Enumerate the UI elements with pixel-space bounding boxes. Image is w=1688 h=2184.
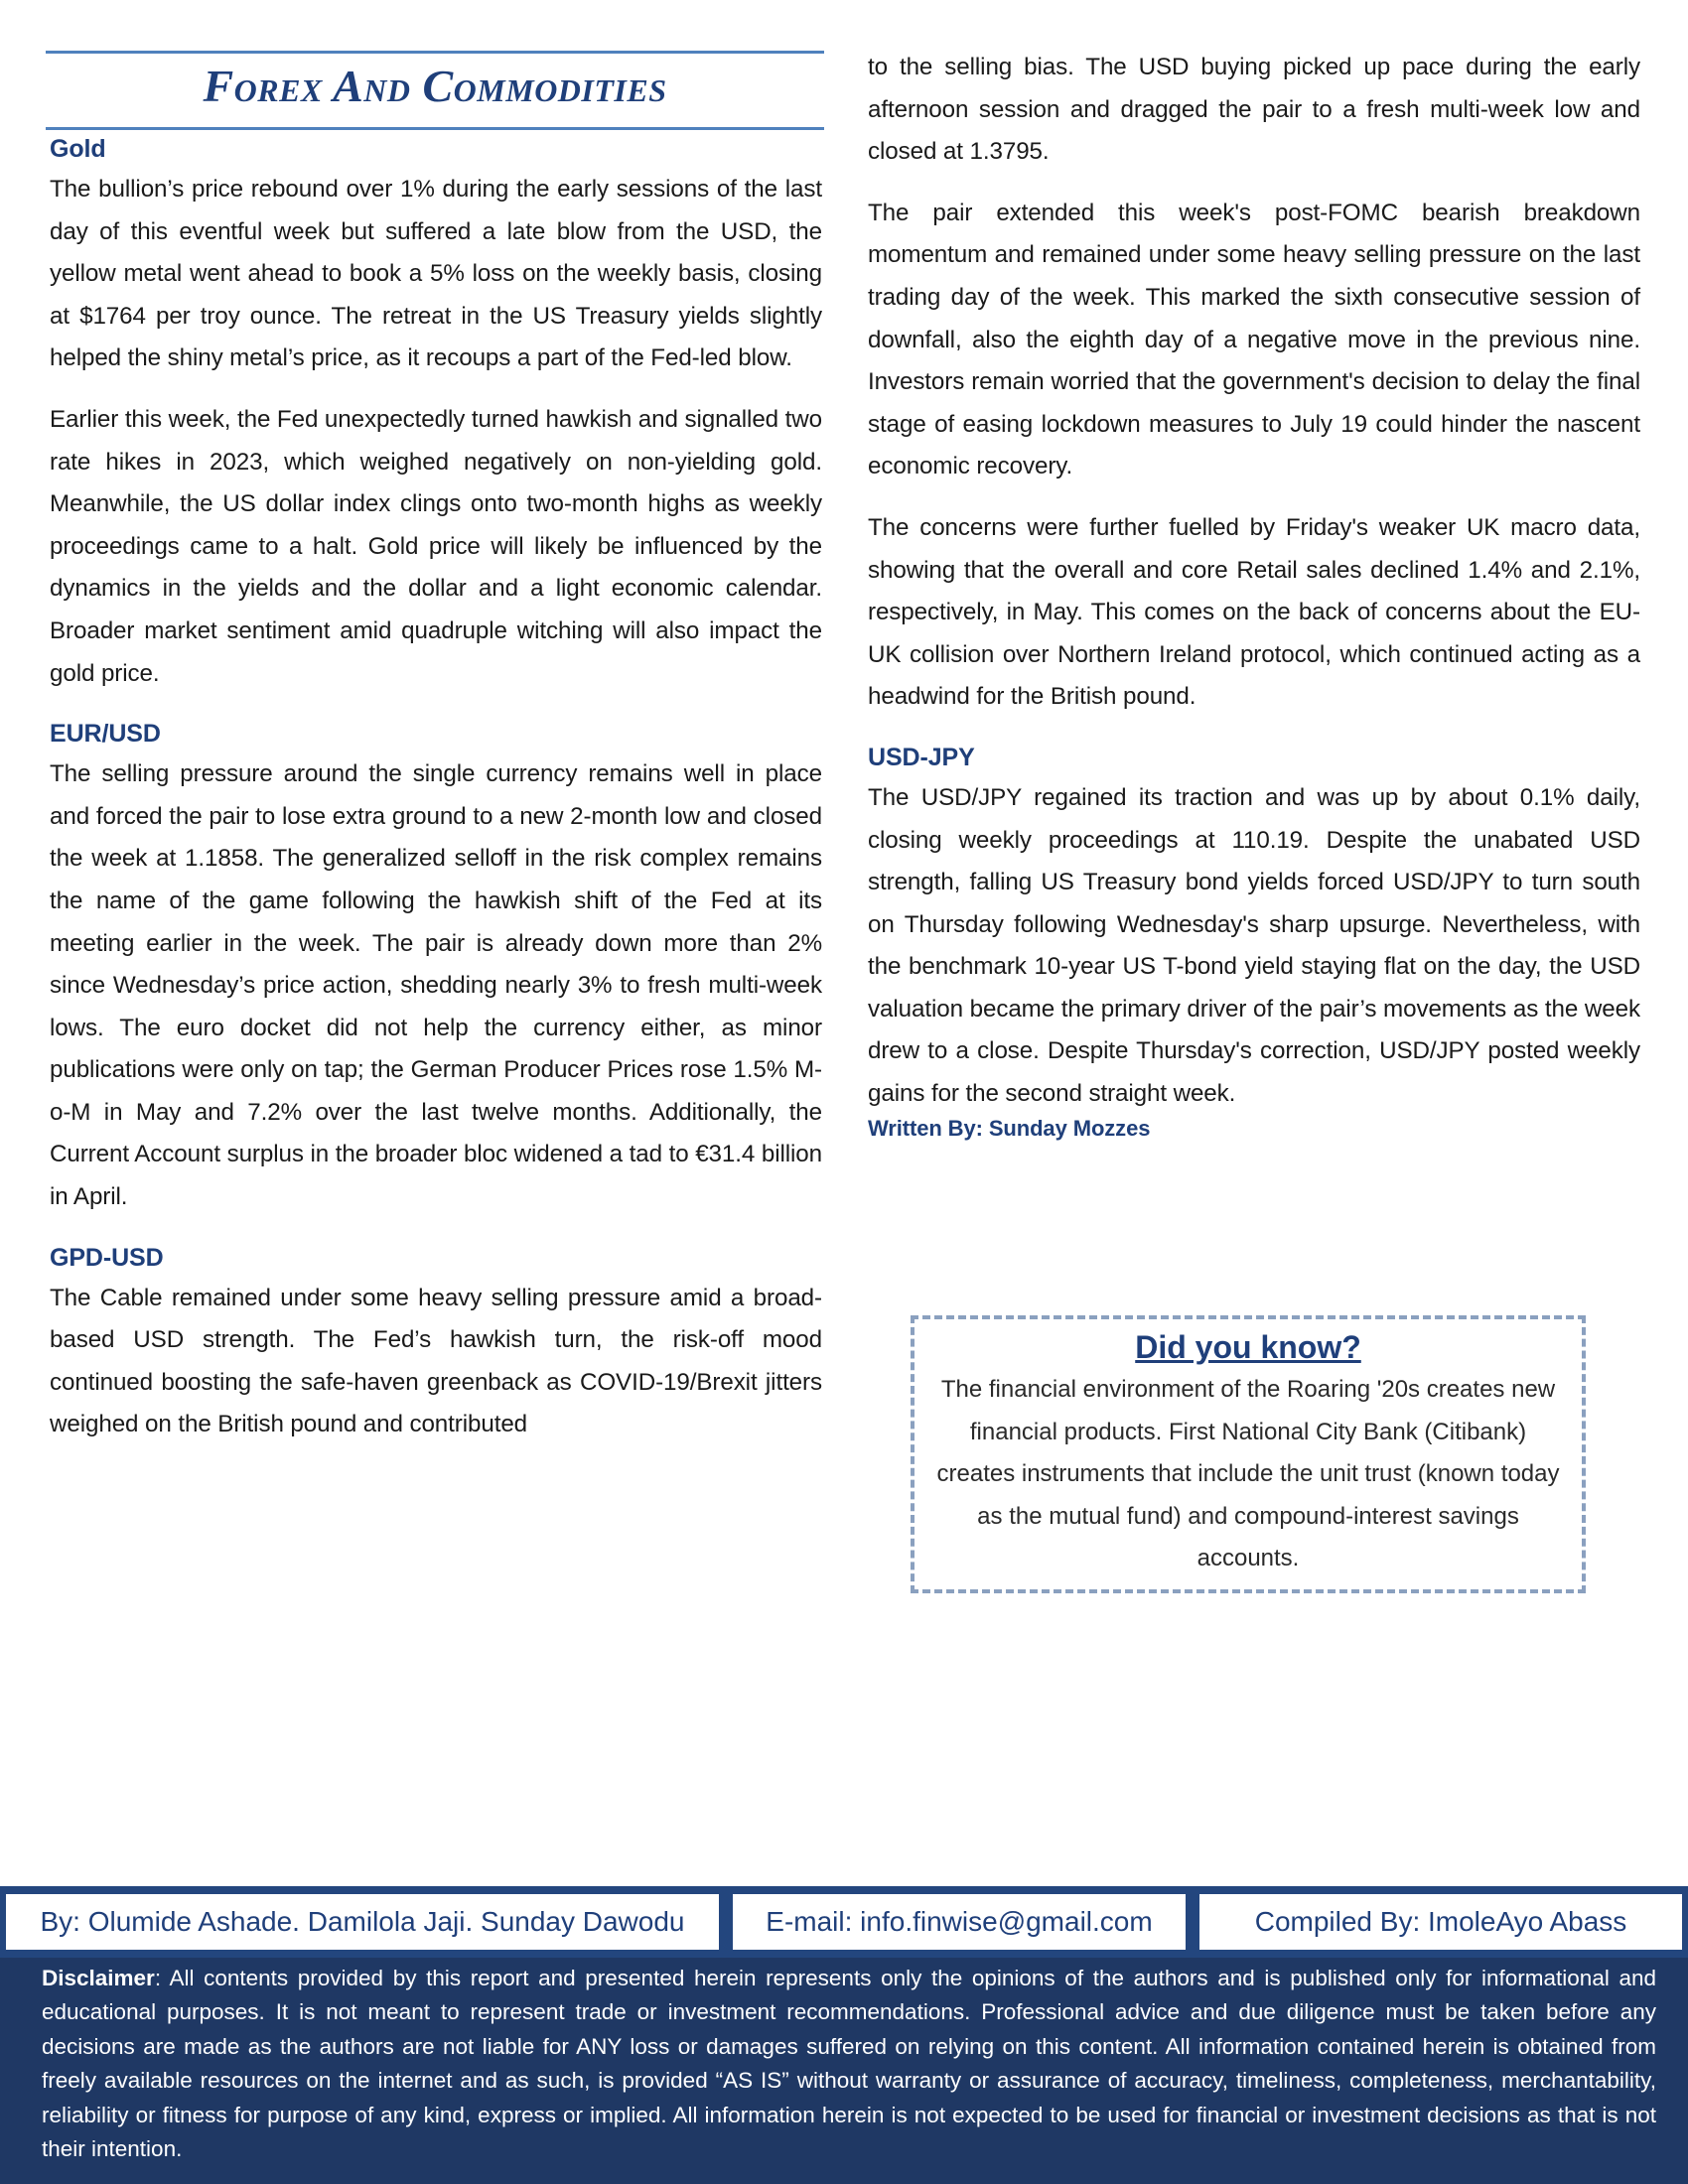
gbpusd-paragraph-2: The pair extended this week's post-FOMC bearish breakdown momentum and remained under some heavy selling pressure on the last trading day of the week. This marked the sixth consecutive session of downfall, also the eighth day of a negative move in the previous nine. Investors remain worried that the government's decision to delay the final stage of easing lockdown measures to July 19 could hinder the nascent economic recovery. xyxy=(868,199,1640,480)
did-you-know-title: Did you know? xyxy=(1135,1329,1361,1365)
gbpusd-paragraph-continued: to the selling bias. The USD buying picked up pace during the early afternoon session and dragged the pair to a fresh multi-week low and closed at 1.3795. xyxy=(868,54,1640,166)
section-heading-usdjpy: USD-JPY xyxy=(868,743,975,771)
section-heading-gbpusd: GPD-USD xyxy=(50,1243,164,1272)
gbpusd-paragraph: The Cable remained under some heavy selling pressure amid a broad-based USD strength. The Fed’s hawkish turn, the risk-off mood continued boosting the safe-haven greenback as COVID-19/Brexit jitters weighed on the British pound and contributed xyxy=(50,1284,822,1438)
section-heading-eurusd: EUR/USD xyxy=(50,720,161,749)
gbpusd-paragraph-3: The concerns were further fuelled by Friday's weaker UK macro data, showing that the overall and core Retail sales declined 1.4% and 2.1%, respectively, in May. This comes on the back of concerns about the EU-UK collision over Northern Ireland protocol, which continued acting as a headwind for the British pound. xyxy=(868,513,1640,711)
did-you-know-box xyxy=(911,1315,1586,1593)
usdjpy-paragraph: The USD/JPY regained its traction and was up by about 0.1% daily, closing weekly proceedings at 110.19. Despite the unabated USD strength, falling US Treasury bond yields forced USD/JPY to turn south on Thursday following Wednesday's sharp upsurge. Nevertheless, with the benchmark 10-year US T-bond yield staying flat on the day, the USD valuation became the primary driver of the pair’s movements as the week drew to a close. Despite Thursday's correction, USD/JPY posted weekly gains for the second straight week. xyxy=(868,783,1640,1108)
section-heading-gold: Gold xyxy=(50,135,106,163)
page-title: Forex And Commodities xyxy=(203,61,667,111)
eurusd-paragraph: The selling pressure around the single currency remains well in place and forced the pair to lose extra ground to a new 2-month low and closed the week at 1.1858. The generalized selloff in the risk complex remains the name of the game following the hawkish shift of the Fed at its meeting earlier in the week. The pair is already down more than 2% since Wednesday’s price action, shedding nearly 3% to fresh multi-week lows. The euro docket did not help the currency either, as minor publications were only on tap; the German Producer Prices rose 1.5% M-o-M in May and 7.2% over the last twelve months. Additionally, the Current Account surplus in the broader bloc widened a tad to €31.4 billion in April. xyxy=(50,760,822,1211)
authors-box: By: Olumide Ashade. Damilola Jaji. Sunday Dawodu xyxy=(6,1894,719,1950)
right-column xyxy=(868,47,1640,1146)
did-you-know-text: The financial environment of the Roaring '20s creates new financial products. First National City Bank (Citibank) creates instruments that include the unit trust (known today as the mutual fund) and compound-interest savings accounts. xyxy=(936,1376,1560,1571)
gold-paragraph-2: Earlier this week, the Fed unexpectedly turned hawkish and signalled two rate hikes in 2023, which weighed negatively on non-yielding gold. Meanwhile, the US dollar index clings onto two-month highs as weekly proceedings came to a halt. Gold price will likely be influenced by the dynamics in the yields and the dollar and a light economic calendar. Broader market sentiment amid quadruple witching will also impact the gold price. xyxy=(50,405,822,687)
disclaimer-label: Disclaimer xyxy=(42,1966,155,1990)
compiled-by-box: Compiled By: ImoleAyo Abass xyxy=(1199,1894,1682,1950)
title-top-rule xyxy=(46,51,824,54)
disclaimer xyxy=(0,1958,1688,2184)
disclaimer-text: : All contents provided by this report and presented herein represents only the opinions of the authors and is published only for informational and educational purposes. It is not meant to represent trade or investment recommendations. Professional advice and due diligence must be taken before any decisions are made as the authors are not liable for ANY loss or damages suffered on relying on this content. All information contained herein is obtained from freely available resources on the internet and as such, is provided “AS IS” without warranty or assurance of accuracy, timeliness, completeness, merchantability, reliability or fitness for purpose of any kind, express or implied. All information herein is not expected to be used for financial or investment decisions as that is not their intention. xyxy=(42,1966,1656,2162)
left-column xyxy=(50,129,822,1465)
gold-paragraph-1: The bullion’s price rebound over 1% during the early sessions of the last day of this eventful week but suffered a late blow from the USD, the yellow metal went ahead to book a 5% loss on the weekly basis, closing at $1764 per troy ounce. The retreat in the US Treasury yields slightly helped the shiny metal’s price, as it recoups a part of the Fed-led blow. xyxy=(50,176,822,372)
author-byline: Written By: Sunday Mozzes xyxy=(868,1115,1151,1141)
email-box: E-mail: info.finwise@gmail.com xyxy=(733,1894,1186,1950)
